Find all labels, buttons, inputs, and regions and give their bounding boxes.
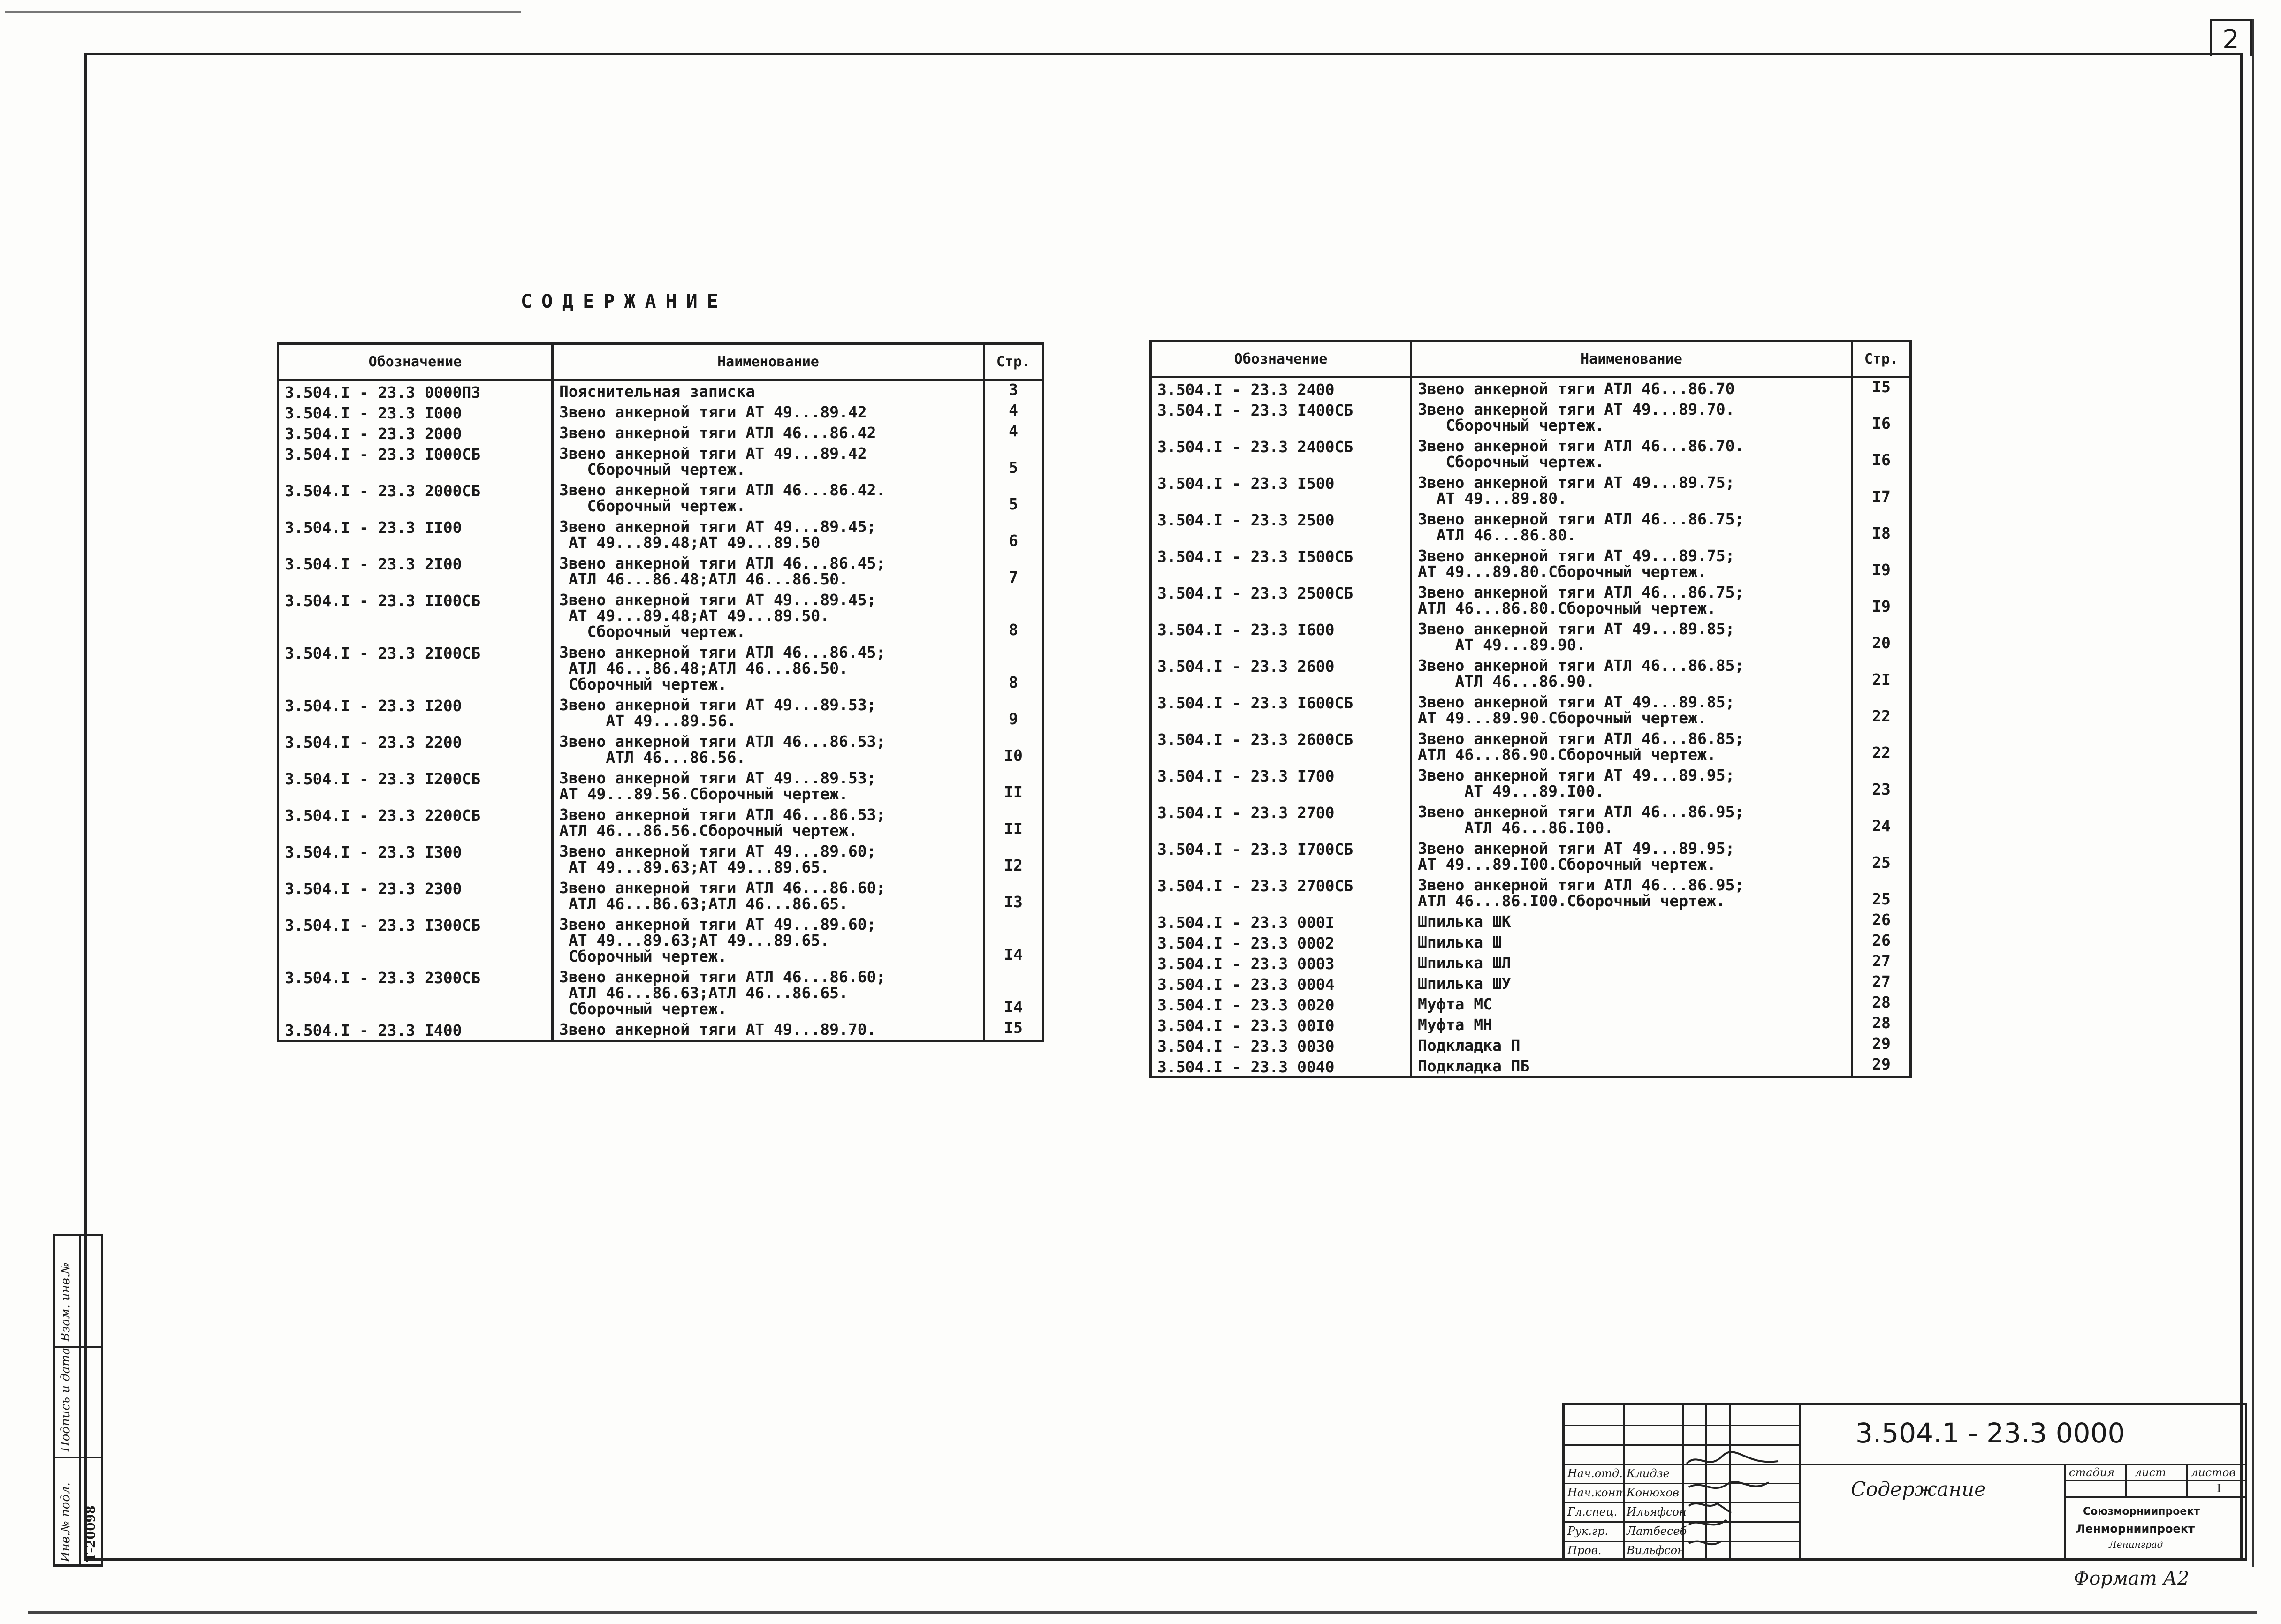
entry-name: Звено анкерной тяги АТЛ 46...86.95; АТЛ 46...86.I00. — [1411, 801, 1852, 838]
entry-page: 22 — [1852, 691, 1911, 728]
entry-name: Шпилька ШК — [1411, 911, 1852, 932]
entry-name: Звено анкерной тяги АТЛ 46...86.75; АТЛ 46...86.80. — [1411, 508, 1852, 545]
entry-name: Звено анкерной тяги АТ 49...89.42 — [553, 402, 984, 422]
entry-name: Звено анкерной тяги АТ 49...89.53; АТ 49...89.56.Сборочный чертеж. — [553, 767, 984, 804]
entry-page: 6 — [984, 516, 1043, 553]
entry-designation: 3.504.I - 23.3 0003 — [1151, 952, 1411, 973]
entry-designation: 3.504.I - 23.3 2400 — [1151, 377, 1411, 399]
contents-body-right — [1151, 377, 1911, 1078]
header-name: Наименование — [1411, 341, 1852, 377]
entry-page: 4 — [984, 402, 1043, 422]
format-label: Формат А2 — [2074, 1568, 2190, 1589]
table-row — [278, 553, 1043, 589]
side-label-signature-date: Подпись и дата — [59, 1347, 73, 1452]
entry-name: Звено анкерной тяги АТЛ 46...86.60; АТЛ 46...86.63;АТЛ 46...86.65. Сборочный чертеж. — [553, 966, 984, 1019]
table-row — [278, 443, 1043, 479]
entry-page: 7 — [984, 553, 1043, 589]
entry-name: Звено анкерной тяги АТ 49...89.85; АТ 49...89.90.Сборочный чертеж. — [1411, 691, 1852, 728]
table-row — [1151, 874, 1911, 911]
entry-name: Звено анкерной тяги АТ 49...89.42 Сборочный чертеж. — [553, 443, 984, 479]
stage-header: стадия — [2069, 1466, 2115, 1479]
entry-page: II — [984, 804, 1043, 841]
entry-page: 3 — [984, 380, 1043, 402]
entry-page: 25 — [1852, 874, 1911, 911]
person-1: Клидзе — [1627, 1467, 1670, 1480]
entry-designation: 3.504.I - 23.3 I700 — [1151, 765, 1411, 801]
entry-designation: 3.504.I - 23.3 I300 — [278, 841, 553, 877]
entry-name: Звено анкерной тяги АТ 49...89.70. Сборочный чертеж. — [1411, 399, 1852, 435]
table-row — [1151, 765, 1911, 801]
table-row — [278, 731, 1043, 767]
entry-designation: 3.504.I - 23.3 II00 — [278, 516, 553, 553]
table-row — [1151, 932, 1911, 952]
entry-designation: 3.504.I - 23.3 2200 — [278, 731, 553, 767]
table-row — [1151, 399, 1911, 435]
entry-page: 29 — [1852, 1035, 1911, 1055]
entry-page: 28 — [1852, 994, 1911, 1014]
table-row — [278, 694, 1043, 731]
table-row — [278, 589, 1043, 642]
entry-name: Звено анкерной тяги АТЛ 46...86.70 — [1411, 377, 1852, 399]
entry-designation: 3.504.I - 23.3 2000 — [278, 422, 553, 443]
entry-page: I9 — [1852, 545, 1911, 582]
entry-page: I9 — [1852, 582, 1911, 618]
title-block — [1562, 1403, 2247, 1561]
table-row — [1151, 973, 1911, 994]
entry-name: Звено анкерной тяги АТ 49...89.95; АТ 49...89.I00. — [1411, 765, 1852, 801]
header-page: Стр. — [984, 344, 1043, 380]
entry-designation: 3.504.I - 23.3 I400СБ — [1151, 399, 1411, 435]
contents-table-right — [1149, 340, 1912, 1078]
person-4: Латбесеб — [1627, 1525, 1687, 1538]
table-row — [1151, 435, 1911, 472]
table-row — [1151, 994, 1911, 1014]
table-row — [1151, 1014, 1911, 1035]
document-name: Содержание — [1851, 1478, 1986, 1501]
entry-designation: 3.504.I - 23.3 I600 — [1151, 618, 1411, 655]
entry-page: 4 — [984, 422, 1043, 443]
entry-name: Звено анкерной тяги АТЛ 46...86.42 — [553, 422, 984, 443]
entry-name: Звено анкерной тяги АТ 49...89.75; АТ 49...89.80. — [1411, 472, 1852, 508]
entry-page: I4 — [984, 914, 1043, 966]
contents-body-left — [278, 380, 1043, 1041]
entry-name: Звено анкерной тяги АТ 49...89.45; АТ 49...89.48;АТ 49...89.50. Сборочный чертеж. — [553, 589, 984, 642]
side-label-replace-inv: Взам. инв.№ — [59, 1262, 73, 1342]
entry-designation: 3.504.I - 23.3 2300СБ — [278, 966, 553, 1019]
table-row — [278, 767, 1043, 804]
header-designation: Обозначение — [278, 344, 553, 380]
role-chief-specialist: Гл.спец. — [1567, 1505, 1618, 1518]
table-row — [1151, 582, 1911, 618]
entry-designation: 3.504.I - 23.3 I400 — [278, 1019, 553, 1041]
entry-name: Муфта МН — [1411, 1014, 1852, 1035]
entry-name: Звено анкерной тяги АТЛ 46...86.53; АТЛ 46...86.56. — [553, 731, 984, 767]
table-row — [278, 422, 1043, 443]
entry-page: I8 — [1852, 508, 1911, 545]
table-row — [278, 1019, 1043, 1041]
table-row — [1151, 618, 1911, 655]
contents-table-left — [277, 342, 1044, 1042]
entry-page: I0 — [984, 731, 1043, 767]
entry-name: Звено анкерной тяги АТ 49...89.85; АТ 49...89.90. — [1411, 618, 1852, 655]
table-row — [1151, 952, 1911, 973]
table-row — [278, 914, 1043, 966]
entry-designation: 3.504.I - 23.3 I000 — [278, 402, 553, 422]
entry-name: Звено анкерной тяги АТ 49...89.45; AТ 49...89.48;АТ 49...89.50 — [553, 516, 984, 553]
table-row — [1151, 728, 1911, 765]
table-row — [1151, 838, 1911, 874]
sheet-value: I — [2217, 1482, 2221, 1495]
entry-designation: 3.504.I - 23.3 0000ПЗ — [278, 380, 553, 402]
signatures-drawing — [1684, 1424, 1797, 1560]
entry-page: 27 — [1852, 973, 1911, 994]
top-scan-rule — [5, 11, 521, 13]
entry-designation: 3.504.I - 23.3 0002 — [1151, 932, 1411, 952]
entry-designation: 3.504.I - 23.3 I700СБ — [1151, 838, 1411, 874]
entry-designation: 3.504.I - 23.3 I500 — [1151, 472, 1411, 508]
table-row — [278, 516, 1043, 553]
table-row — [278, 402, 1043, 422]
entry-name: Звено анкерной тяги АТЛ 46...86.85; АТЛ 46...86.90.Сборочный чертеж. — [1411, 728, 1852, 765]
sheet-number: 2 — [2210, 19, 2252, 56]
entry-designation: 3.504.I - 23.3 2700 — [1151, 801, 1411, 838]
entry-name: Подкладка П — [1411, 1035, 1852, 1055]
entry-name: Пояснительная записка — [553, 380, 984, 402]
entry-name: Звено анкерной тяги АТ 49...89.60; АТ 49...89.63;АТ 49...89.65. — [553, 841, 984, 877]
table-row — [1151, 1035, 1911, 1055]
entry-designation: 3.504.I - 23.3 I600СБ — [1151, 691, 1411, 728]
entry-name: Звено анкерной тяги АТЛ 46...86.45; АТЛ 46...86.48;АТЛ 46...86.50. — [553, 553, 984, 589]
organization-line1: Союзморниипроект — [2083, 1506, 2200, 1518]
entry-page: I6 — [1852, 399, 1911, 435]
entry-page: 29 — [1852, 1055, 1911, 1078]
table-row — [1151, 472, 1911, 508]
entry-name: Муфта МС — [1411, 994, 1852, 1014]
entry-name: Звено анкерной тяги АТЛ 46...86.60; АТЛ 46...86.63;АТЛ 46...86.65. — [553, 877, 984, 914]
entry-name: Звено анкерной тяги АТ 49...89.60; АТ 49...89.63;АТ 49...89.65. Сборочный чертеж. — [553, 914, 984, 966]
entry-page: 9 — [984, 694, 1043, 731]
entry-name: Звено анкерной тяги АТЛ 46...86.75; АТЛ 46...86.80.Сборочный чертеж. — [1411, 582, 1852, 618]
table-row — [278, 804, 1043, 841]
entry-page: 20 — [1852, 618, 1911, 655]
entry-designation: 3.504.I - 23.3 00I0 — [1151, 1014, 1411, 1035]
entry-name: Шпилька ШУ — [1411, 973, 1852, 994]
entry-page: 23 — [1852, 765, 1911, 801]
entry-name: Шпилька Ш — [1411, 932, 1852, 952]
entry-name: Звено анкерной тяги АТ 49...89.53; АТ 49...89.56. — [553, 694, 984, 731]
entry-name: Подкладка ПБ — [1411, 1055, 1852, 1078]
entry-designation: 3.504.I - 23.3 2I00СБ — [278, 642, 553, 694]
table-row — [278, 380, 1043, 402]
table-row — [1151, 691, 1911, 728]
entry-designation: 3.504.I - 23.3 2600СБ — [1151, 728, 1411, 765]
entry-name: Звено анкерной тяги АТЛ 46...86.70. Сборочный чертеж. — [1411, 435, 1852, 472]
table-row — [1151, 801, 1911, 838]
table-row — [278, 841, 1043, 877]
entry-designation: 3.504.I - 23.3 0020 — [1151, 994, 1411, 1014]
inventory-number: Т-20098 — [84, 1505, 98, 1562]
entry-name: Звено анкерной тяги АТ 49...89.70. — [553, 1019, 984, 1041]
document-code: 3.504.1 - 23.3 0000 — [1855, 1417, 2125, 1449]
entry-designation: 3.504.I - 23.3 2500СБ — [1151, 582, 1411, 618]
table-row — [278, 479, 1043, 516]
organization-line2: Ленморниипроект — [2076, 1522, 2195, 1535]
entry-page: 26 — [1852, 932, 1911, 952]
role-group-lead: Рук.гр. — [1567, 1525, 1609, 1538]
frame-outer-edge — [2252, 19, 2254, 1567]
entry-designation: 3.504.I - 23.3 0030 — [1151, 1035, 1411, 1055]
entry-page: I4 — [984, 966, 1043, 1019]
entry-page: I5 — [984, 1019, 1043, 1041]
header-name: Наименование — [553, 344, 984, 380]
table-row — [1151, 377, 1911, 399]
entry-designation: 3.504.I - 23.3 2600 — [1151, 655, 1411, 691]
side-stamp — [53, 1234, 103, 1567]
sheets-header: листов — [2191, 1466, 2236, 1479]
entry-name: Звено анкерной тяги АТЛ 46...86.85; АТЛ 46...86.90. — [1411, 655, 1852, 691]
person-3: Ильяфсон — [1627, 1505, 1687, 1518]
entry-page: 25 — [1852, 838, 1911, 874]
table-row — [1151, 655, 1911, 691]
entry-page: 2I — [1852, 655, 1911, 691]
entry-page: 24 — [1852, 801, 1911, 838]
entry-designation: 3.504.I - 23.3 0040 — [1151, 1055, 1411, 1078]
entry-designation: 3.504.I - 23.3 I000СБ — [278, 443, 553, 479]
entry-designation: 3.504.I - 23.3 2700СБ — [1151, 874, 1411, 911]
entry-page: I7 — [1852, 472, 1911, 508]
entry-page: 8 — [984, 589, 1043, 642]
entry-name: Звено анкерной тяги АТЛ 46...86.45; АТЛ 46...86.48;АТЛ 46...86.50. Сборочный чертеж. — [553, 642, 984, 694]
entry-name: Звено анкерной тяги АТЛ 46...86.42. Сборочный чертеж. — [553, 479, 984, 516]
entry-designation: 3.504.I - 23.3 2I00 — [278, 553, 553, 589]
entry-name: Шпилька ШЛ — [1411, 952, 1852, 973]
side-label-original-inv: Инв.№ подл. — [59, 1482, 73, 1562]
header-page: Стр. — [1852, 341, 1911, 377]
person-5: Вильфсон — [1627, 1544, 1685, 1557]
entry-designation: 3.504.I - 23.3 0004 — [1151, 973, 1411, 994]
entry-designation: 3.504.I - 23.3 I300СБ — [278, 914, 553, 966]
entry-page: 5 — [984, 479, 1043, 516]
entry-name: Звено анкерной тяги АТЛ 46...86.95; АТЛ 46...86.I00.Сборочный чертеж. — [1411, 874, 1852, 911]
entry-page: 26 — [1852, 911, 1911, 932]
entry-name: Звено анкерной тяги АТ 49...89.95; АТ 49...89.I00.Сборочный чертеж. — [1411, 838, 1852, 874]
entry-designation: 3.504.I - 23.3 2200СБ — [278, 804, 553, 841]
entry-page: I5 — [1852, 377, 1911, 399]
entry-page: 27 — [1852, 952, 1911, 973]
entry-designation: 3.504.I - 23.3 I200СБ — [278, 767, 553, 804]
page-title: СОДЕРЖАНИЕ — [521, 291, 728, 312]
entry-page: 28 — [1852, 1014, 1911, 1035]
entry-designation: 3.504.I - 23.3 II00СБ — [278, 589, 553, 642]
entry-designation: 3.504.I - 23.3 2400СБ — [1151, 435, 1411, 472]
entry-designation: 3.504.I - 23.3 I500СБ — [1151, 545, 1411, 582]
entry-name: Звено анкерной тяги АТ 49...89.75; АТ 49...89.80.Сборочный чертеж. — [1411, 545, 1852, 582]
entry-designation: 3.504.I - 23.3 2300 — [278, 877, 553, 914]
role-norm-control: Нач.конт. — [1567, 1486, 1630, 1499]
entry-designation: 3.504.I - 23.3 I200 — [278, 694, 553, 731]
person-2: Конюхов — [1627, 1486, 1679, 1499]
table-row — [1151, 508, 1911, 545]
table-row — [278, 966, 1043, 1019]
entry-page: 5 — [984, 443, 1043, 479]
entry-page: II — [984, 767, 1043, 804]
entry-page: 8 — [984, 642, 1043, 694]
entry-name: Звено анкерной тяги АТЛ 46...86.53; АТЛ 46...86.56.Сборочный чертеж. — [553, 804, 984, 841]
entry-page: I6 — [1852, 435, 1911, 472]
table-row — [1151, 911, 1911, 932]
entry-page: I2 — [984, 841, 1043, 877]
entry-designation: 3.504.I - 23.3 000I — [1151, 911, 1411, 932]
role-checker: Пров. — [1567, 1544, 1602, 1557]
bottom-trim-rule — [28, 1611, 2257, 1614]
table-row — [278, 877, 1043, 914]
sheet-header: лист — [2135, 1466, 2166, 1479]
entry-designation: 3.504.I - 23.3 2000СБ — [278, 479, 553, 516]
entry-page: 22 — [1852, 728, 1911, 765]
entry-designation: 3.504.I - 23.3 2500 — [1151, 508, 1411, 545]
role-head-dept: Нач.отд. — [1567, 1467, 1623, 1480]
table-row — [1151, 545, 1911, 582]
table-row — [1151, 1055, 1911, 1078]
entry-page: I3 — [984, 877, 1043, 914]
organization-line3: Ленинград — [2109, 1539, 2163, 1550]
header-designation: Обозначение — [1151, 341, 1411, 377]
table-row — [278, 642, 1043, 694]
